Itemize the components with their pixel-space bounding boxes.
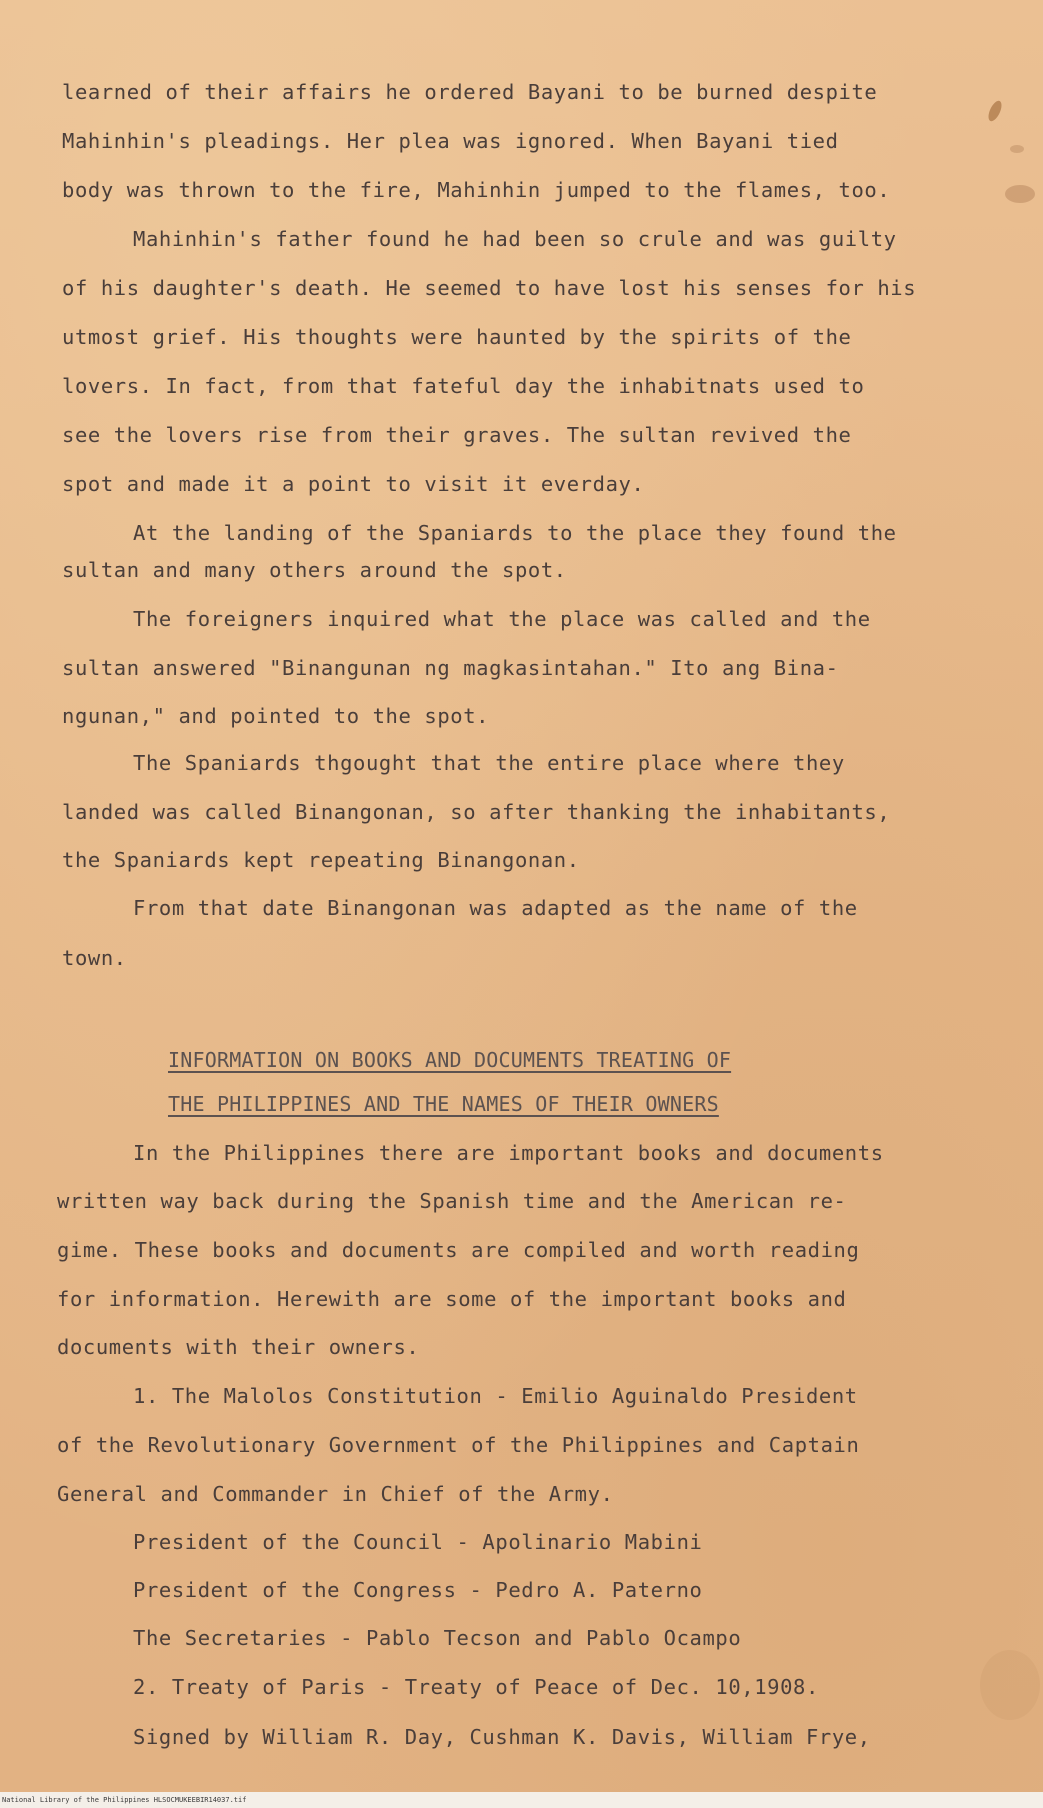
text-line: The Secretaries - Pablo Tecson and Pablo Ocampo xyxy=(133,1626,742,1650)
stain-mark xyxy=(980,1650,1040,1720)
heading-line: THE PHILIPPINES AND THE NAMES OF THEIR OWNERS xyxy=(168,1092,719,1116)
text-line: From that date Binangonan was adapted as the name of the xyxy=(133,896,858,920)
text-line: Signed by William R. Day, Cushman K. Davis, William Frye, xyxy=(133,1725,871,1749)
text-line: see the lovers rise from their graves. The sultan revived the xyxy=(62,423,852,447)
text-line: utmost grief. His thoughts were haunted by the spirits of the xyxy=(62,325,852,349)
list-item: 2. Treaty of Paris - Treaty of Peace of Dec. 10,1908. xyxy=(133,1675,819,1699)
text-line: landed was called Binangonan, so after thanking the inhabitants, xyxy=(62,800,891,824)
text-line: body was thrown to the fire, Mahinhin jumped to the flames, too. xyxy=(62,178,891,202)
text-line: Mahinhin's father found he had been so crule and was guilty xyxy=(133,227,897,251)
text-line: President of the Council - Apolinario Mabini xyxy=(133,1530,703,1554)
text-line: learned of their affairs he ordered Bayani to be burned despite xyxy=(62,80,878,104)
text-line: documents with their owners. xyxy=(57,1335,420,1359)
heading-line: INFORMATION ON BOOKS AND DOCUMENTS TREATING OF xyxy=(168,1048,732,1072)
stain-mark xyxy=(1010,145,1024,153)
text-line: town. xyxy=(62,946,127,970)
text-line: In the Philippines there are important books and documents xyxy=(133,1141,884,1165)
text-line: President of the Congress - Pedro A. Paterno xyxy=(133,1578,703,1602)
list-item: 1. The Malolos Constitution - Emilio Aguinaldo President xyxy=(133,1384,858,1408)
text-line: ngunan," and pointed to the spot. xyxy=(62,704,490,728)
text-line: At the landing of the Spaniards to the place they found the xyxy=(133,521,897,545)
text-line: General and Commander in Chief of the Army. xyxy=(57,1482,614,1506)
stain-mark xyxy=(986,99,1004,123)
text-line: spot and made it a point to visit it everday. xyxy=(62,472,645,496)
text-line: gime. These books and documents are compiled and worth reading xyxy=(57,1238,860,1262)
text-line: The Spaniards thgought that the entire place where they xyxy=(133,751,845,775)
text-line: The foreigners inquired what the place was called and the xyxy=(133,607,871,631)
text-line: of the Revolutionary Government of the Philippines and Captain xyxy=(57,1433,860,1457)
text-line: Mahinhin's pleadings. Her plea was ignored. When Bayani tied xyxy=(62,129,839,153)
text-line: lovers. In fact, from that fateful day the inhabitnats used to xyxy=(62,374,865,398)
text-line: the Spaniards kept repeating Binangonan. xyxy=(62,848,580,872)
text-line: for information. Herewith are some of the important books and xyxy=(57,1287,847,1311)
text-line: sultan and many others around the spot. xyxy=(62,558,567,582)
text-line: of his daughter's death. He seemed to have lost his senses for his xyxy=(62,276,917,300)
stain-mark xyxy=(1005,185,1035,203)
text-line: written way back during the Spanish time and the American re- xyxy=(57,1189,847,1213)
text-line: sultan answered "Binangunan ng magkasintahan." Ito ang Bina- xyxy=(62,656,839,680)
scan-footer-text: National Library of the Philippines HLSOCMUKEEBIR14037.tif xyxy=(2,1796,247,1804)
